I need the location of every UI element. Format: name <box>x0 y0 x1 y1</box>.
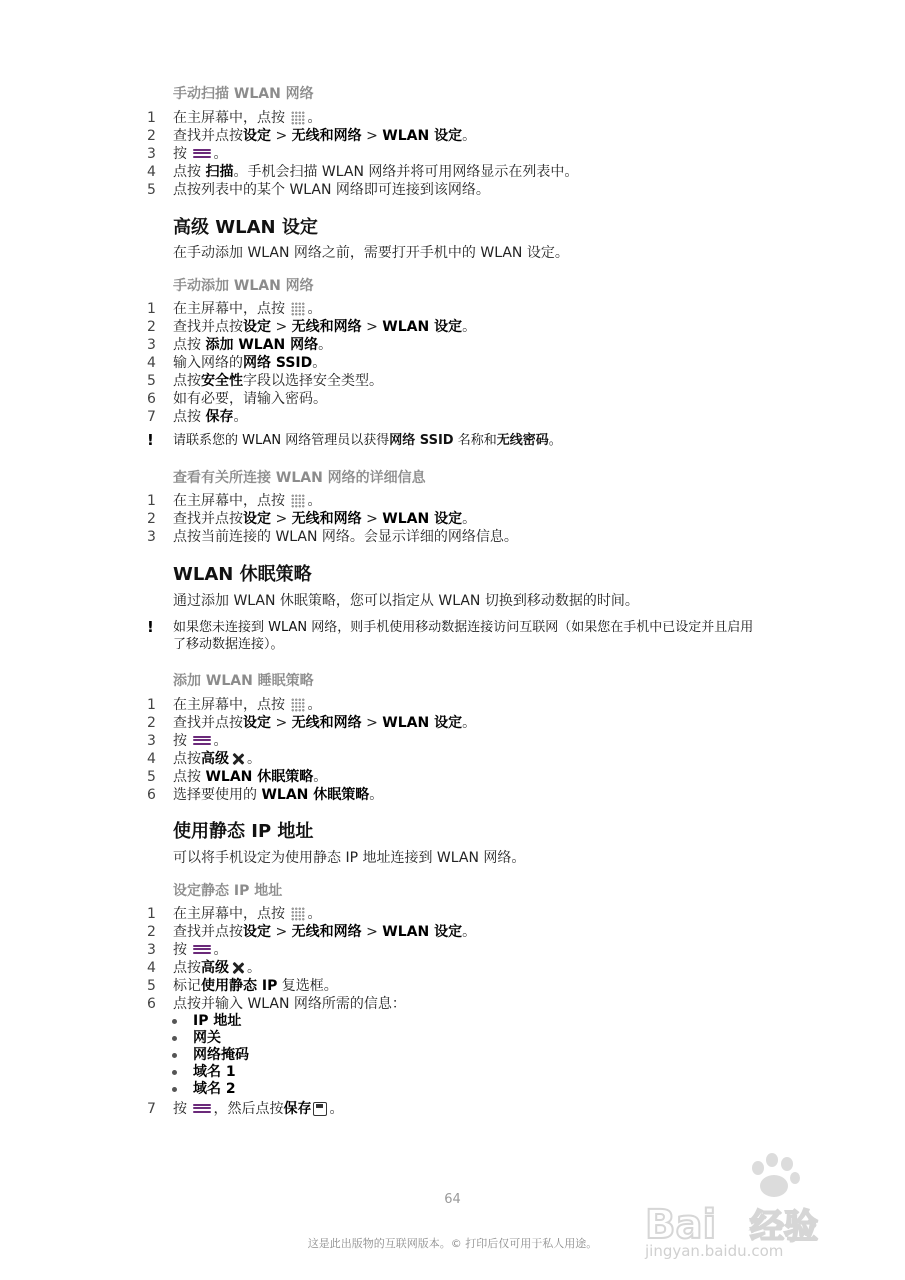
paragraph-advanced-intro: 在手动添加 WLAN 网络之前，需要打开手机中的 WLAN 设定。 <box>173 245 569 261</box>
menu-icon <box>193 147 211 161</box>
step-text: 点按 扫描。手机会扫描 WLAN 网络并将可用网络显示在列表中。 <box>173 164 579 180</box>
step-item <box>0 492 905 510</box>
subheading-manual-add: 手动添加 WLAN 网络 <box>173 278 314 294</box>
step-number: 4 <box>147 164 156 180</box>
step-number: 1 <box>147 110 156 126</box>
step-number: 7 <box>147 1101 156 1117</box>
step-number: 1 <box>147 493 156 509</box>
bullet-item <box>0 1013 905 1030</box>
heading-sleep-policy: WLAN 休眠策略 <box>173 564 312 585</box>
step-number: 1 <box>147 301 156 317</box>
step-number: 5 <box>147 182 156 198</box>
step-number: 3 <box>147 146 156 162</box>
step-item <box>0 408 905 426</box>
menu-icon <box>193 943 211 957</box>
step-number: 6 <box>147 996 156 1012</box>
step-number: 5 <box>147 978 156 994</box>
step-item <box>0 732 905 750</box>
apps-grid-icon <box>291 698 305 712</box>
step-number: 4 <box>147 751 156 767</box>
step-item <box>0 510 905 528</box>
note-text: 如果您未连接到 WLAN 网络，则手机使用移动数据连接访问互联网（如果您在手机中已设定并且启用了移动数据连接）。 <box>173 620 754 652</box>
step-item <box>0 1100 905 1118</box>
step-number: 5 <box>147 769 156 785</box>
step-item <box>0 923 905 941</box>
apps-grid-icon <box>291 907 305 921</box>
baidu-watermark-logo <box>640 1150 870 1260</box>
bullet-text: 网络掩码 <box>193 1047 249 1063</box>
step-item <box>0 181 905 199</box>
step-text: 点按列表中的某个 WLAN 网络即可连接到该网络。 <box>173 182 490 198</box>
step-number: 2 <box>147 319 156 335</box>
bullet-item <box>0 1081 905 1098</box>
step-text: 如有必要，请输入密码。 <box>173 391 327 407</box>
step-text: 点按并输入 WLAN 网络所需的信息： <box>173 996 406 1012</box>
bullet-text: 域名 1 <box>193 1064 236 1080</box>
step-text: 标记使用静态 IP 复选框。 <box>173 978 338 994</box>
step-item <box>0 714 905 732</box>
exclamation-icon: ! <box>147 431 154 449</box>
subheading-set-static: 设定静态 IP 地址 <box>173 883 283 899</box>
bullet-dot <box>172 1036 177 1041</box>
apps-grid-icon <box>291 494 305 508</box>
step-text: 在主屏幕中，点按 。 <box>173 906 322 922</box>
exclamation-icon: ! <box>147 618 154 636</box>
paragraph-sleep-intro: 通过添加 WLAN 休眠策略，您可以指定从 WLAN 切换到移动数据的时间。 <box>173 593 639 609</box>
step-number: 4 <box>147 960 156 976</box>
step-item <box>0 109 905 127</box>
heading-static-ip: 使用静态 IP 地址 <box>173 821 314 842</box>
step-item <box>0 372 905 390</box>
step-number: 4 <box>147 355 156 371</box>
subheading-details: 查看有关所连接 WLAN 网络的详细信息 <box>173 470 426 486</box>
step-item <box>0 786 905 804</box>
step-item <box>0 528 905 546</box>
step-text: 在主屏幕中，点按 。 <box>173 697 322 713</box>
watermark-url: jingyan.baidu.com <box>645 1242 784 1260</box>
step-text: 查找并点按设定 > 无线和网络 > WLAN 设定。 <box>173 511 477 527</box>
step-item <box>0 318 905 336</box>
save-icon <box>313 1102 327 1116</box>
step-item <box>0 905 905 923</box>
step-item <box>0 336 905 354</box>
step-number: 6 <box>147 787 156 803</box>
subheading-add-sleep: 添加 WLAN 睡眠策略 <box>173 673 314 689</box>
bullet-text: 域名 2 <box>193 1081 236 1097</box>
step-text: 选择要使用的 WLAN 休眠策略。 <box>173 787 384 803</box>
step-number: 2 <box>147 924 156 940</box>
step-text: 查找并点按设定 > 无线和网络 > WLAN 设定。 <box>173 319 477 335</box>
step-number: 3 <box>147 942 156 958</box>
step-item <box>0 163 905 181</box>
step-text: 按 。 <box>173 942 228 958</box>
bullet-dot <box>172 1087 177 1092</box>
step-number: 1 <box>147 697 156 713</box>
step-number: 2 <box>147 715 156 731</box>
bullet-dot <box>172 1070 177 1075</box>
step-text: 点按高级 。 <box>173 960 261 976</box>
step-text: 按 。 <box>173 733 228 749</box>
step-text: 查找并点按设定 > 无线和网络 > WLAN 设定。 <box>173 128 477 144</box>
bullet-item <box>0 1030 905 1047</box>
page-number: 64 <box>444 1192 461 1207</box>
bullet-dot <box>172 1019 177 1024</box>
subheading-manual-scan: 手动扫描 WLAN 网络 <box>173 86 314 102</box>
step-number: 3 <box>147 733 156 749</box>
bullet-item <box>0 1047 905 1064</box>
step-number: 5 <box>147 373 156 389</box>
step-text: 点按当前连接的 WLAN 网络。会显示详细的网络信息。 <box>173 529 518 545</box>
step-text: 在主屏幕中，点按 。 <box>173 493 322 509</box>
bullet-text: IP 地址 <box>193 1013 242 1029</box>
step-item <box>0 145 905 163</box>
step-text: 点按 添加 WLAN 网络。 <box>173 337 333 353</box>
step-number: 1 <box>147 906 156 922</box>
step-text: 查找并点按设定 > 无线和网络 > WLAN 设定。 <box>173 715 477 731</box>
paragraph-static-intro: 可以将手机设定为使用静态 IP 地址连接到 WLAN 网络。 <box>173 850 526 866</box>
step-number: 2 <box>147 511 156 527</box>
bullet-text: 网关 <box>193 1030 221 1046</box>
step-text: 在主屏幕中，点按 。 <box>173 110 322 126</box>
step-text: 按 ，然后点按保存 。 <box>173 1101 344 1117</box>
step-item <box>0 959 905 977</box>
menu-icon <box>193 734 211 748</box>
step-item <box>0 354 905 372</box>
step-text: 按 。 <box>173 146 228 162</box>
apps-grid-icon <box>291 302 305 316</box>
step-number: 2 <box>147 128 156 144</box>
step-text: 点按高级 。 <box>173 751 261 767</box>
step-number: 6 <box>147 391 156 407</box>
tools-icon <box>231 752 245 766</box>
step-text: 查找并点按设定 > 无线和网络 > WLAN 设定。 <box>173 924 477 940</box>
step-item <box>0 300 905 318</box>
step-item <box>0 390 905 408</box>
step-item <box>0 941 905 959</box>
step-item <box>0 995 905 1013</box>
bullet-dot <box>172 1053 177 1058</box>
step-item <box>0 127 905 145</box>
step-text: 在主屏幕中，点按 。 <box>173 301 322 317</box>
step-text: 输入网络的网络 SSID。 <box>173 355 327 371</box>
step-item <box>0 750 905 768</box>
watermark-text: Bai <box>645 1202 717 1248</box>
step-number: 3 <box>147 529 156 545</box>
step-item <box>0 696 905 714</box>
footer-notice: 这是此出版物的互联网版本。© 打印后仅可用于私人用途。 <box>307 1237 598 1250</box>
apps-grid-icon <box>291 111 305 125</box>
step-text: 点按 WLAN 休眠策略。 <box>173 769 328 785</box>
note-text: 请联系您的 WLAN 网络管理员以获得网络 SSID 名称和无线密码。 <box>173 433 562 448</box>
step-item <box>0 977 905 995</box>
step-item <box>0 768 905 786</box>
step-number: 3 <box>147 337 156 353</box>
step-text: 点按安全性字段以选择安全类型。 <box>173 373 383 389</box>
step-text: 点按 保存。 <box>173 409 248 425</box>
bullet-item <box>0 1064 905 1081</box>
step-number: 7 <box>147 409 156 425</box>
menu-icon <box>193 1102 211 1116</box>
heading-advanced-wlan: 高级 WLAN 设定 <box>173 217 318 238</box>
tools-icon <box>231 961 245 975</box>
svg-text:经验: 经验 <box>750 1207 818 1247</box>
